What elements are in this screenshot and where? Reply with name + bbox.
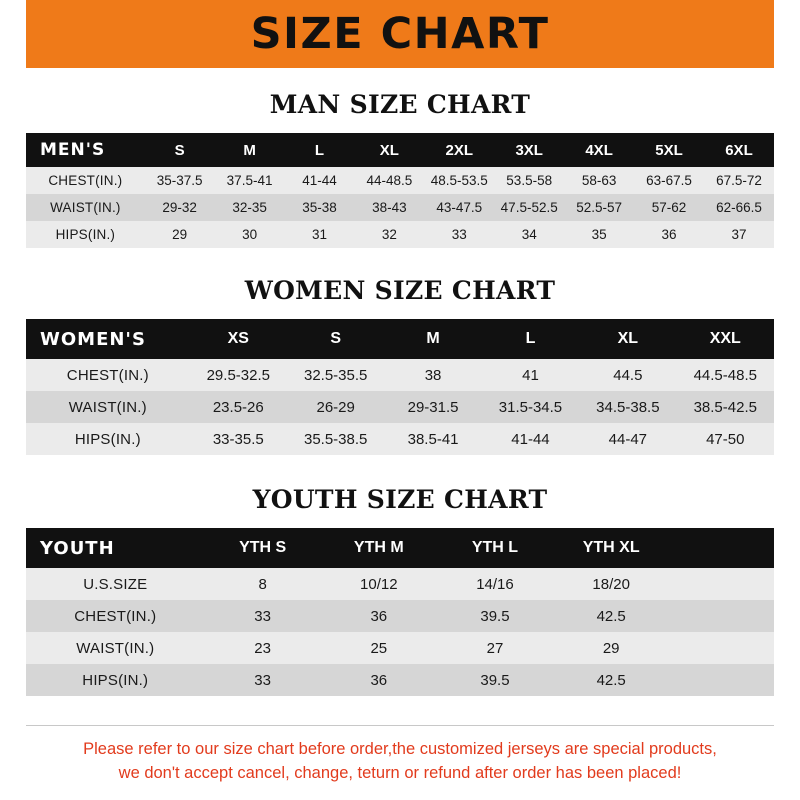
row-label: WAIST(IN.)	[26, 194, 145, 221]
table-header-row	[26, 133, 774, 167]
cell: 57-62	[634, 194, 704, 221]
row-label: HIPS(IN.)	[26, 664, 205, 696]
header-cell: XL	[579, 319, 676, 359]
header-cell-label: YOUTH	[26, 528, 205, 568]
header-cell: YTH L	[437, 528, 553, 568]
footer-note-line-2: we don't accept cancel, change, teturn or refund after order has been placed!	[118, 764, 682, 783]
cell: 10/12	[321, 568, 437, 600]
header-cell-label: MEN'S	[26, 133, 145, 167]
cell: 25	[321, 632, 437, 664]
cell: 14/16	[437, 568, 553, 600]
table-row	[26, 194, 774, 221]
cell: 35	[564, 221, 634, 248]
cell: 31	[285, 221, 355, 248]
cell: 18/20	[553, 568, 669, 600]
cell: 38.5-41	[384, 423, 481, 455]
cell: 29-32	[145, 194, 215, 221]
table-row	[26, 167, 774, 194]
cell: 35.5-38.5	[287, 423, 384, 455]
cell: 36	[321, 600, 437, 632]
row-label: WAIST(IN.)	[26, 391, 190, 423]
cell: 35-37.5	[145, 167, 215, 194]
header-cell: 5XL	[634, 133, 704, 167]
cell: 42.5	[553, 600, 669, 632]
cell: 47.5-52.5	[494, 194, 564, 221]
footer-note-line-1: Please refer to our size chart before order,the customized jerseys are special products,	[83, 740, 717, 759]
cell: 42.5	[553, 664, 669, 696]
cell: 39.5	[437, 664, 553, 696]
cell: 52.5-57	[564, 194, 634, 221]
cell: 48.5-53.5	[424, 167, 494, 194]
cell: 44-48.5	[354, 167, 424, 194]
man-section-title: MAN SIZE CHART	[269, 90, 531, 119]
cell: 34	[494, 221, 564, 248]
man-size-table	[26, 133, 774, 248]
header-cell: 3XL	[494, 133, 564, 167]
header-cell: YTH XL	[553, 528, 669, 568]
cell: 39.5	[437, 600, 553, 632]
table-row	[26, 632, 774, 664]
header-cell: XS	[190, 319, 287, 359]
table-header-row	[26, 528, 774, 568]
cell: 29.5-32.5	[190, 359, 287, 391]
youth-size-table	[26, 528, 774, 696]
cell-empty	[669, 664, 774, 696]
header-cell: 2XL	[424, 133, 494, 167]
header-cell: L	[482, 319, 579, 359]
footer-note	[26, 725, 774, 800]
table-row	[26, 221, 774, 248]
table-row	[26, 423, 774, 455]
cell: 8	[205, 568, 321, 600]
cell: 36	[634, 221, 704, 248]
cell: 38-43	[354, 194, 424, 221]
cell: 33	[424, 221, 494, 248]
cell: 62-66.5	[704, 194, 774, 221]
cell: 44.5	[579, 359, 676, 391]
header-cell: XL	[354, 133, 424, 167]
row-label: CHEST(IN.)	[26, 167, 145, 194]
header-cell-empty	[669, 528, 774, 568]
cell: 29-31.5	[384, 391, 481, 423]
women-section-title: WOMEN SIZE CHART	[244, 276, 556, 305]
row-label: HIPS(IN.)	[26, 221, 145, 248]
table-row	[26, 568, 774, 600]
header-cell: L	[285, 133, 355, 167]
cell: 33	[205, 664, 321, 696]
cell: 23	[205, 632, 321, 664]
cell: 41	[482, 359, 579, 391]
cell: 35-38	[285, 194, 355, 221]
table-header-row	[26, 319, 774, 359]
cell: 27	[437, 632, 553, 664]
cell: 44.5-48.5	[677, 359, 774, 391]
cell: 38	[384, 359, 481, 391]
table-row	[26, 359, 774, 391]
row-label: CHEST(IN.)	[26, 359, 190, 391]
table-row	[26, 664, 774, 696]
charts-container	[0, 68, 800, 800]
cell: 29	[553, 632, 669, 664]
cell: 41-44	[482, 423, 579, 455]
header-cell: S	[145, 133, 215, 167]
table-row	[26, 600, 774, 632]
cell: 32	[354, 221, 424, 248]
cell: 34.5-38.5	[579, 391, 676, 423]
cell-empty	[669, 600, 774, 632]
cell: 37.5-41	[215, 167, 285, 194]
cell: 29	[145, 221, 215, 248]
youth-section-title: YOUTH SIZE CHART	[252, 485, 548, 514]
cell: 26-29	[287, 391, 384, 423]
header-cell-label: WOMEN'S	[26, 319, 190, 359]
cell: 38.5-42.5	[677, 391, 774, 423]
cell: 63-67.5	[634, 167, 704, 194]
cell: 23.5-26	[190, 391, 287, 423]
cell-empty	[669, 632, 774, 664]
cell: 30	[215, 221, 285, 248]
page-title: SIZE CHART	[250, 8, 550, 59]
row-label: HIPS(IN.)	[26, 423, 190, 455]
cell: 41-44	[285, 167, 355, 194]
cell: 67.5-72	[704, 167, 774, 194]
header-cell: 4XL	[564, 133, 634, 167]
header-cell: S	[287, 319, 384, 359]
cell: 32.5-35.5	[287, 359, 384, 391]
row-label: U.S.SIZE	[26, 568, 205, 600]
header-cell: YTH S	[205, 528, 321, 568]
header-cell: M	[384, 319, 481, 359]
cell: 58-63	[564, 167, 634, 194]
cell: 53.5-58	[494, 167, 564, 194]
cell: 33	[205, 600, 321, 632]
cell-empty	[669, 568, 774, 600]
cell: 47-50	[677, 423, 774, 455]
cell: 32-35	[215, 194, 285, 221]
header-cell: M	[215, 133, 285, 167]
women-size-table	[26, 319, 774, 455]
cell: 37	[704, 221, 774, 248]
header-cell: XXL	[677, 319, 774, 359]
header-cell: 6XL	[704, 133, 774, 167]
cell: 36	[321, 664, 437, 696]
cell: 31.5-34.5	[482, 391, 579, 423]
cell: 44-47	[579, 423, 676, 455]
header-banner	[0, 0, 800, 68]
cell: 33-35.5	[190, 423, 287, 455]
table-row	[26, 391, 774, 423]
cell: 43-47.5	[424, 194, 494, 221]
header-cell: YTH M	[321, 528, 437, 568]
row-label: CHEST(IN.)	[26, 600, 205, 632]
row-label: WAIST(IN.)	[26, 632, 205, 664]
